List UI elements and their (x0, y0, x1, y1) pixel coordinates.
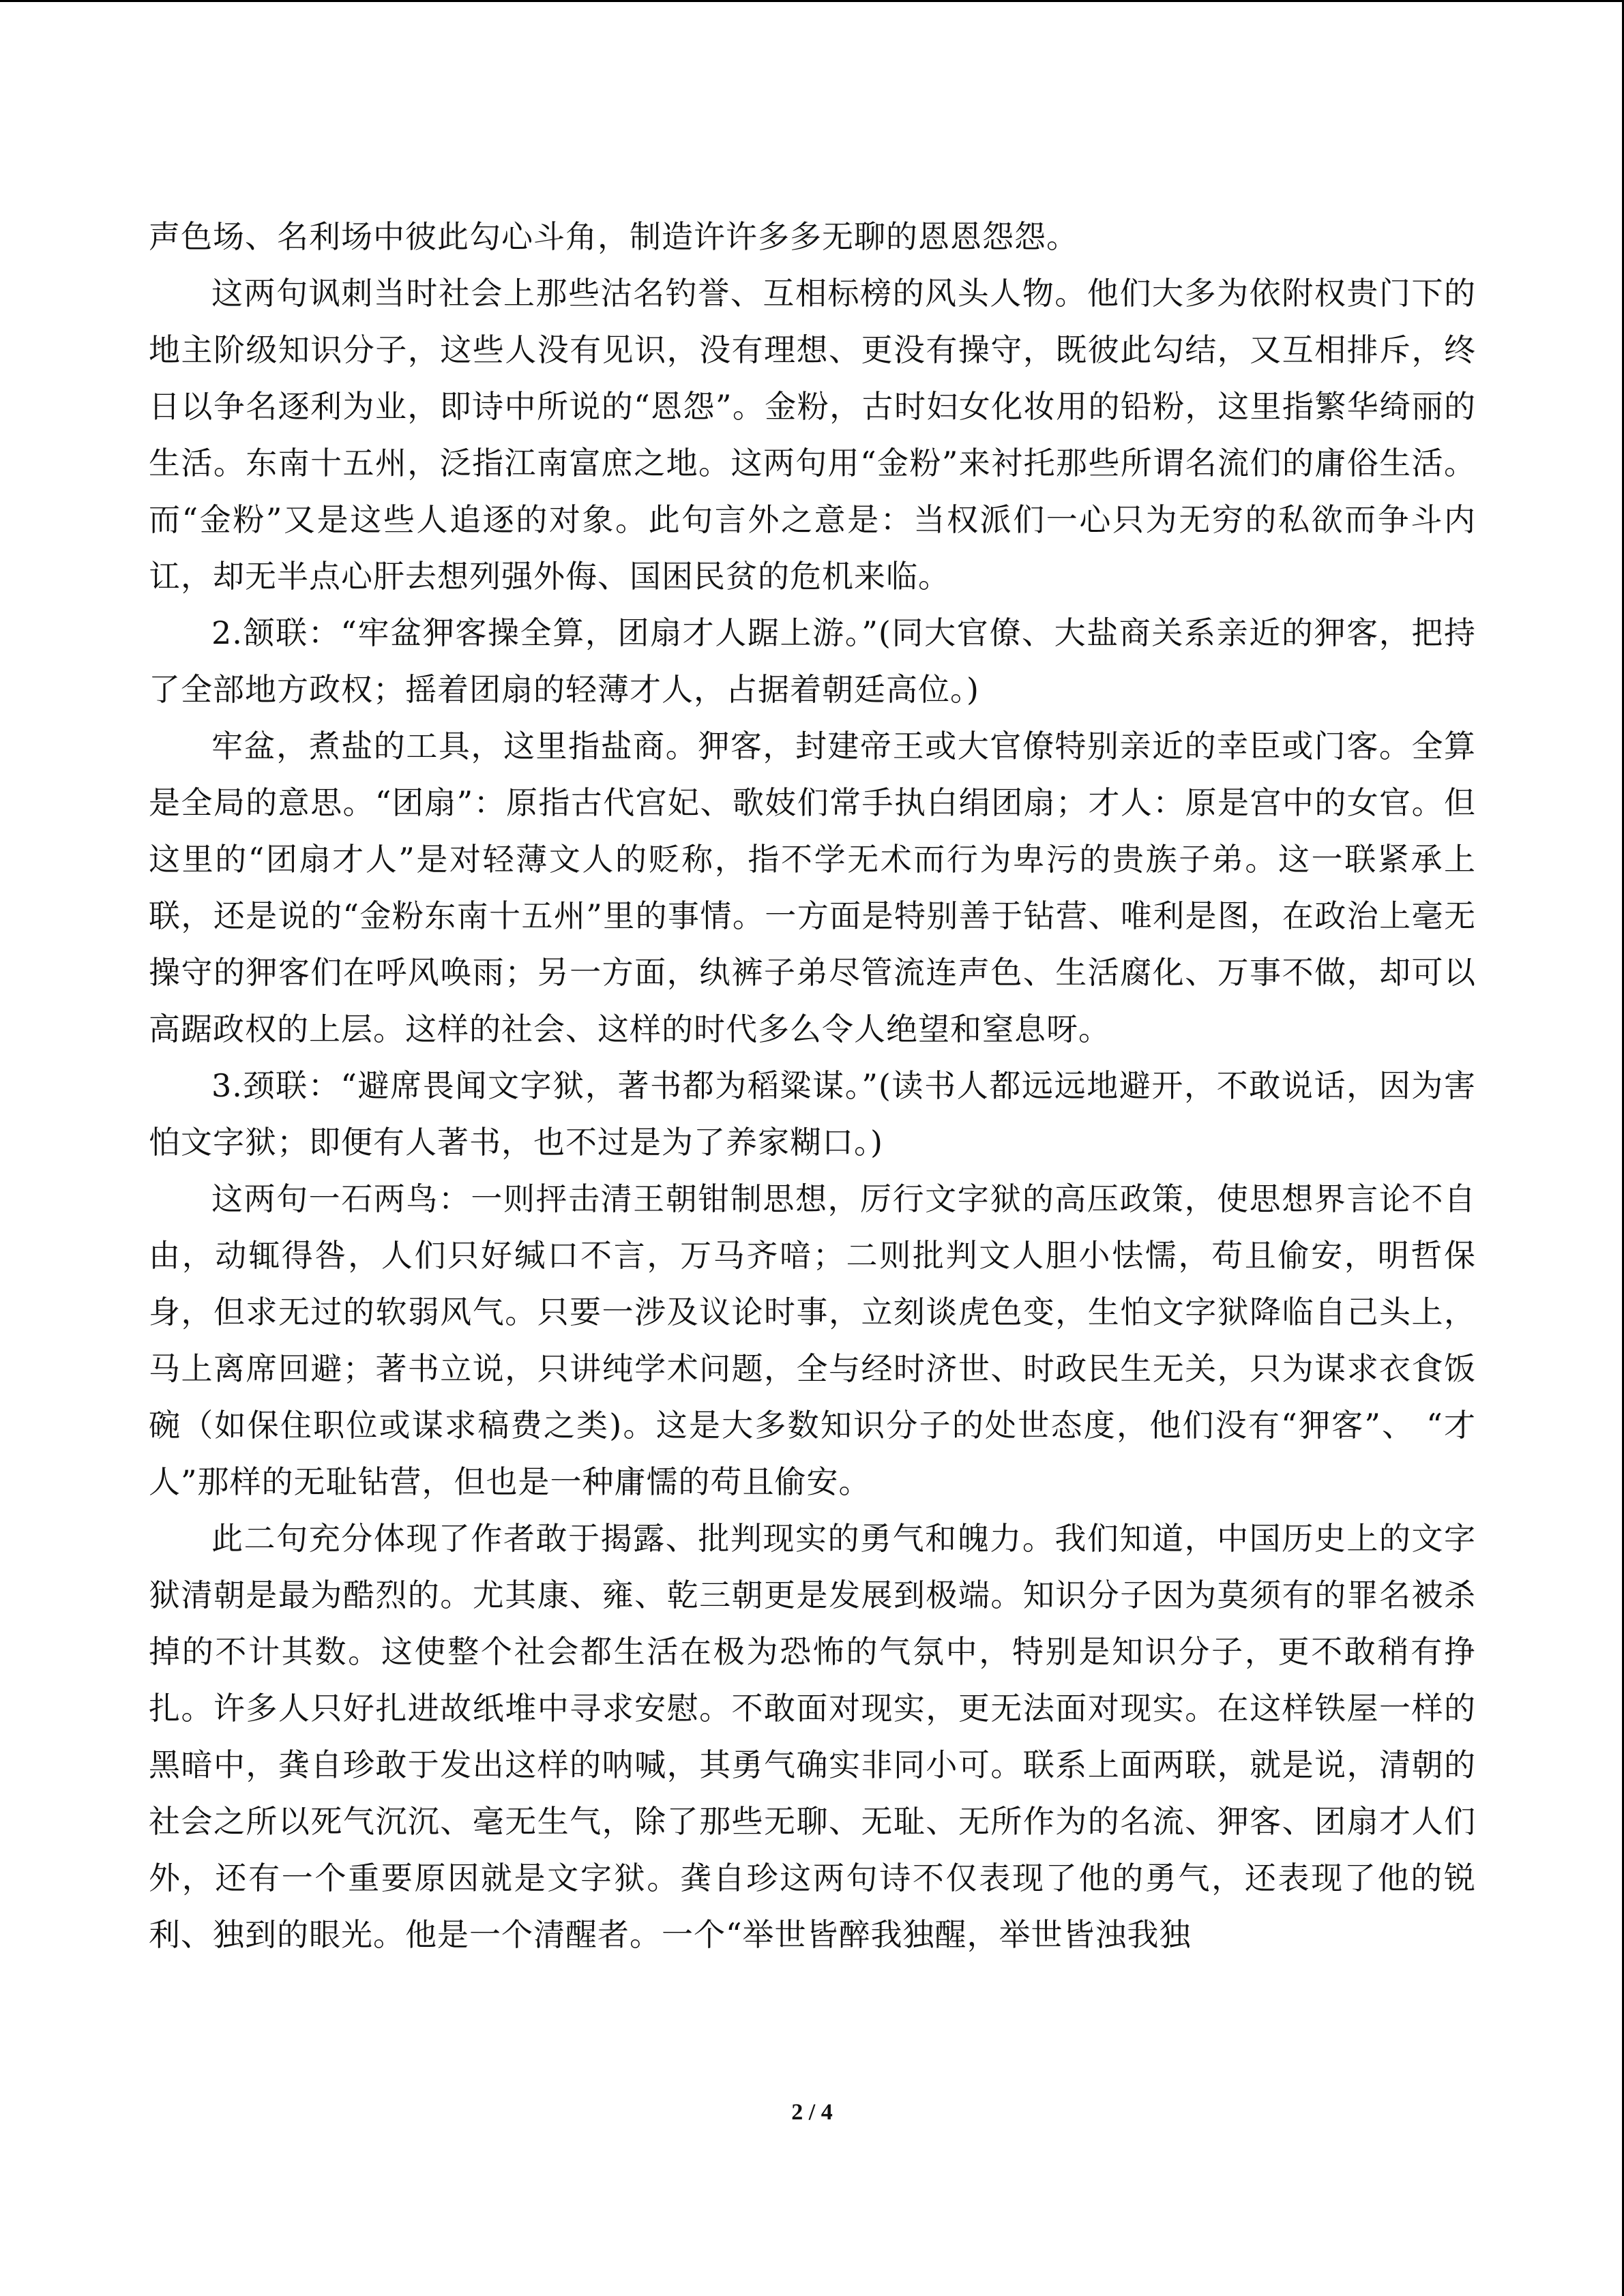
paragraph-jinglian-couplet: 3.颈联：“避席畏闻文字狱，著书都为稻粱谋。”(读书人都远远地避开，不敢说话，因为害怕文字狱；即便有人著书，也不过是为了养家糊口。) (149, 1067, 1476, 1161)
paragraph-jinglian-explanation: 这两句一石两鸟：一则抨击清王朝钳制思想，厉行文字狱的高压政策，使思想界言论不自由，动辄得咎，人们只好缄口不言，万马齐喑；二则批判文人胆小怯懦，苟且偷安，明哲保身，但求无过的软弱风气。只要一涉及议论时事，立刻谈虎色变，生怕文字狱降临自己头上，马上离席回避；著书立说，只讲纯学术问题，全与经时济世、时政民生无关，只为谋求衣食饭碗（如保住职位或谋求稿费之类)。这是大多数知识分子的处世态度，他们没有“狎客”、 “才人”那样的无耻钻营，但也是一种庸懦的苟且偷安。 (149, 1180, 1476, 1500)
paragraph-author-courage: 此二句充分体现了作者敢于揭露、批判现实的勇气和魄力。我们知道，中国历史上的文字狱清朝是最为酷烈的。尤其康、雍、乾三朝更是发展到极端。知识分子因为莫须有的罪名被杀掉的不计其数。这使整个社会都生活在极为恐怖的气氛中，特别是知识分子，更不敢稍有挣扎。许多人只好扎进故纸堆中寻求安慰。不敢面对现实，更无法面对现实。在这样铁屋一样的黑暗中，龚自珍敢于发出这样的呐喊，其勇气确实非同小可。联系上面两联，就是说，清朝的社会之所以死气沉沉、毫无生气，除了那些无聊、无耻、无所作为的名流、狎客、团扇才人们外，还有一个重要原因就是文字狱。龚自珍这两句诗不仅表现了他的勇气，还表现了他的锐利、独到的眼光。他是一个清醒者。一个“举世皆醉我独醒，举世皆浊我独 (149, 1520, 1476, 1953)
document-body (149, 209, 1476, 1963)
page-number: 2 / 4 (791, 2100, 833, 2125)
paragraph-hanlian-explanation: 牢盆，煮盐的工具，这里指盐商。狎客，封建帝王或大官僚特别亲近的幸臣或门客。全算是全局的意思。“团扇”：原指古代宫妃、歌妓们常手执白绢团扇；才人：原是宫中的女官。但这里的“团扇才人”是对轻薄文人的贬称，指不学无术而行为卑污的贵族子弟。这一联紧承上联，还是说的“金粉东南十五州”里的事情。一方面是特别善于钻营、唯利是图，在政治上毫无操守的狎客们在呼风唤雨；另一方面，纨裤子弟尽管流连声色、生活腐化、万事不做，却可以高踞政权的上层。这样的社会、这样的时代多么令人绝望和窒息呀。 (149, 728, 1476, 1047)
paragraph-hanlian-couplet: 2.颔联：“牢盆狎客操全算，团扇才人踞上游。”(同大官僚、大盐商关系亲近的狎客，把持了全部地方政权；摇着团扇的轻薄才人，占据着朝廷高位。) (149, 614, 1476, 708)
paragraph-satire-explanation: 这两句讽刺当时社会上那些沽名钓誉、互相标榜的风头人物。他们大多为依附权贵门下的地主阶级知识分子，这些人没有见识，没有理想、更没有操守，既彼此勾结，又互相排斥，终日以争名逐利为业，即诗中所说的“恩怨”。金粉，古时妇女化妆用的铅粉，这里指繁华绮丽的生活。东南十五州，泛指江南富庶之地。这两句用“金粉”来衬托那些所谓名流们的庸俗生活。而“金粉”又是这些人追逐的对象。此句言外之意是：当权派们一心只为无穷的私欲而争斗内讧，却无半点心肝去想列强外侮、国困民贫的危机来临。 (149, 275, 1476, 595)
paragraph-continuation: 声色场、名利场中彼此勾心斗角，制造许许多多无聊的恩恩怨怨。 (149, 218, 1078, 255)
page-top-border (0, 0, 1624, 2)
